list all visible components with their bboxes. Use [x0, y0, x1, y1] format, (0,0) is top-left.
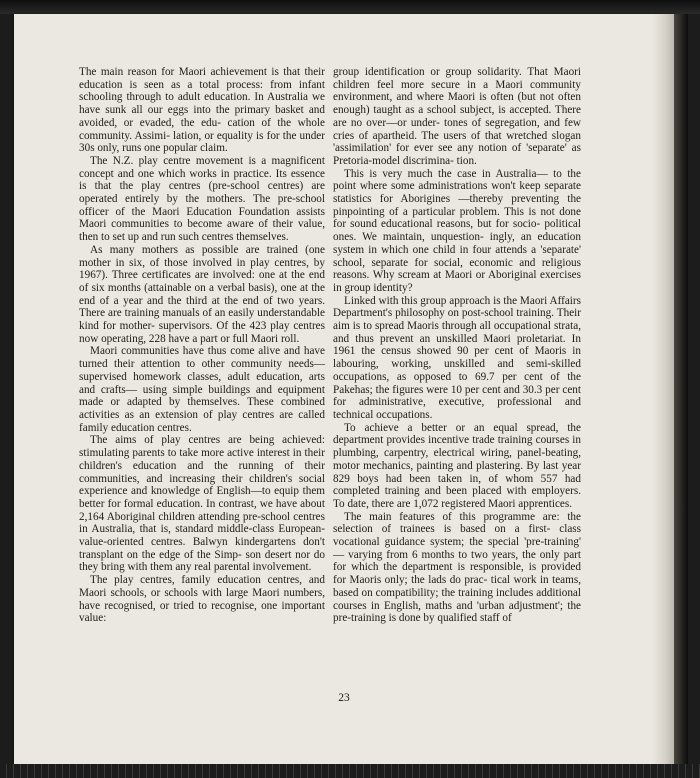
paragraph: This is very much the case in Australia— to the point where some administrations won't keep separate statistics for Aborigines —thereby preventing the pinpointing of a particular problem. This is not done for sound educational reasons, but for socio- political ones. We maintain, unquestion- ingly, an education system in which one child in four attends a 'separate' school, separate for social, economic and religious reasons. Why scream at Maori or Aboriginal exercises in group identity?	[333, 167, 581, 294]
right-text-column	[333, 66, 581, 625]
paragraph: group identification or group solidarity. That Maori children feel more secure in a Maori community environment, and where Maori is often (but not often enough) taught as a school subject, is accepted. There are no over—or under- tones of segregation, and few cries of apartheid. The users of that wretched slogan 'assimilation' for ever see any notion of 'separate' as Pretoria-model discrimina- tion.	[333, 66, 581, 167]
paragraph: The N.Z. play centre movement is a magnificent concept and one which works in practice. Its essence is that the play centres (pre-school centres) are operated entirely by the mothers. The pre-school officer of the Maori Education Foundation assists Maori communities to become aware of their value, then to set up and run such centres themselves.	[79, 154, 325, 244]
paragraph: Maori communities have thus come alive and have turned their attention to other community needs—supervised homework classes, adult education, arts and crafts— using simple buildings and equipment made or adapted by themselves. These combined activities as an extension of play centres are called family education centres.	[79, 345, 325, 434]
page-number: 23	[338, 692, 350, 704]
page-edge-shadow	[652, 14, 674, 764]
paragraph: Linked with this group approach is the Maori Affairs Department's philosophy on post-school training. Their aim is to spread Maoris through all occupational strata, and thus prevent an unskilled Maori proletariat. In 1961 the census showed 90 per cent of Maoris in labouring, working, unskilled and semi-skilled occupations, as opposed to 69.7 per cent of the Pakehas; the figures were 10 per cent and 30.3 per cent for administrative, executive, professional and technical occupations.	[333, 294, 581, 421]
paragraph: As many mothers as possible are trained (one mother in six, of those involved in play centres, by 1967). Three certificates are involved: one at the end of six months (attainable on a verbal basis), one at the end of a year and the third at the end of two years. There are training manuals of an easily understandable kind for mother- supervisors. Of the 423 play centres now operating, 228 have a part or full Maori roll.	[79, 243, 325, 345]
paragraph: The aims of play centres are being achieved: stimulating parents to take more active interest in their children's education and the running of their communities, and increasing their children's social experience and knowledge of English—to equip them better for formal education. In contrast, we have about 2,164 Aboriginal children attending pre-school centres in Australia, that is, standard middle-class European- value-oriented centres. Balwyn kindergartens don't transplant on the edge of the Simp- son desert nor do they bring with them any real parental involvement.	[79, 434, 325, 574]
scan-background-bottom	[0, 764, 700, 778]
paragraph: The play centres, family education centres, and Maori schools, or schools with large Maori numbers, have recognised, or tried to recognise, one important value:	[79, 574, 325, 625]
binding-gutter	[674, 14, 688, 764]
left-text-column	[79, 66, 325, 625]
book-page	[14, 14, 674, 764]
paragraph: The main reason for Maori achievement is that their education is seen as a total process: from infant schooling through to adult education. In Australia we have sunk all our eggs into the primary basket and avoided, or evaded, the edu- cation of the whole community. Assimi- lation, or equality is for the under 30s only, runs one popular claim.	[79, 66, 325, 155]
scan-background-top	[0, 0, 700, 14]
paragraph: The main features of this programme are: the selection of trainees is based on a first- class vocational guidance system; the special 'pre-training' — varying from 6 months to two years, the only part for which the department is responsible, is provided for Maoris only; the lads do prac- tical work in teams, based on compatibility; the training includes additional courses in English, maths and 'urban adjustment'; the pre-training is done by qualified staff of	[333, 510, 581, 625]
paragraph: To achieve a better or an equal spread, the department provides incentive trade training courses in plumbing, carpentry, electrical wiring, panel-beating, motor mechanics, painting and plastering. By last year 829 boys had been taken in, of whom 557 had completed training and been placed with employers. To date, there are 1,072 registered Maori apprentices.	[333, 421, 581, 510]
